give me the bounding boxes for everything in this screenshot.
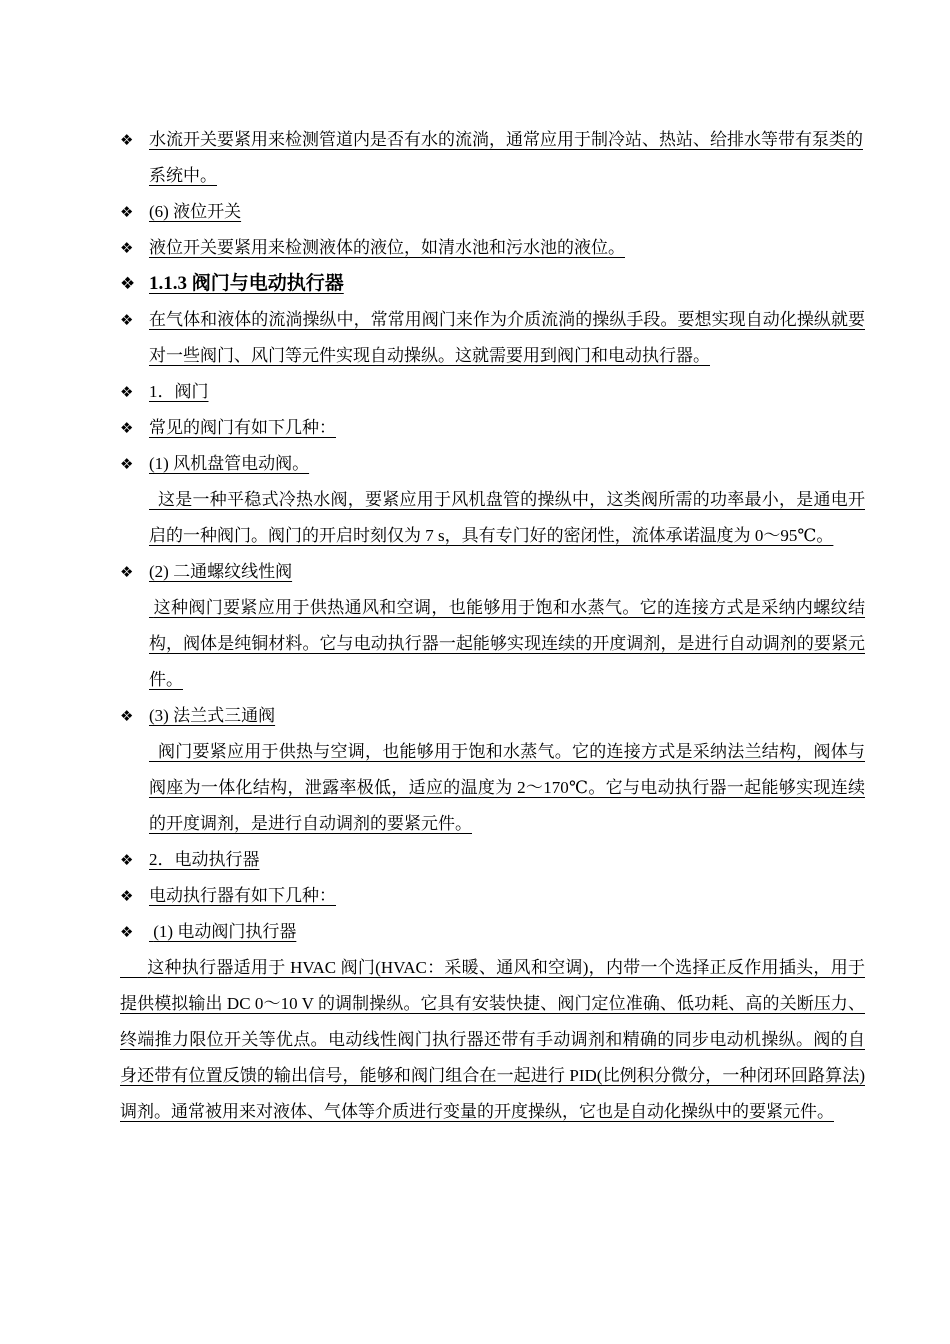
document-body [120,122,865,1130]
heading-text: 1.1.3 阀门与电动执行器 [149,273,344,294]
bullet-text: (6) 液位开关 [149,202,242,221]
diamond-bullet-icon: ❖ [120,274,136,294]
bullet-item [120,914,865,950]
diamond-bullet-icon: ❖ [120,311,134,329]
bullet-item [120,374,865,410]
bullet-text: 常见的阀门有如下几种： [149,418,336,437]
bullet-item [120,554,865,590]
bullet-text: (1) 电动阀门执行器 [149,922,297,941]
bullet-text: 水流开关要紧用来检测管道内是否有水的流淌，通常应用于制冷站、热站、给排水等带有泵类的系统中。 [149,130,863,185]
bullet-item [120,122,865,194]
diamond-bullet-icon: ❖ [120,419,134,437]
bullet-text: 在气体和液体的流淌操纵中，常常用阀门来作为介质流淌的操纵手段。要想实现自动化操纵就要对一些阀门、风门等元件实现自动操纵。这就需要用到阀门和电动执行器。 [149,310,865,365]
diamond-bullet-icon: ❖ [120,923,134,941]
diamond-bullet-icon: ❖ [120,131,134,149]
bullet-text: 1．阀门 [149,382,209,401]
paragraph-text: 阀门要紧应用于供热与空调，也能够用于饱和水蒸气。它的连接方式是采纳法兰结构，阀体与阀座为一体化结构，泄露率极低，适应的温度为 2～170℃。它与电动执行器一起能够实现连续的开度调剂，是进行自动调剂的要紧元件。 [149,742,865,833]
bullet-item [120,302,865,374]
bullet-text: 2．电动执行器 [149,850,260,869]
bullet-text: (1) 风机盘管电动阀。 [149,454,310,473]
bullet-text: (2) 二通螺纹线性阀 [149,562,293,581]
bullet-item [120,878,865,914]
bullet-item [120,698,865,734]
paragraph-text: 这种执行器适用于 HVAC 阀门(HVAC：采暖、通风和空调)，内带一个选择正反作用插头，用于提供模拟输出 DC 0～10 V 的调制操纵。它具有安装快捷、阀门定位准确、低功耗、高的关断压力、终端推力限位开关等优点。电动线性阀门执行器还带有手动调剂和精确的同步电动机操纵。阀的自身还带有位置反馈的输出信号，能够和阀门组合在一起进行 PID(比例积分微分，一种闭环回路算法)调剂。通常被用来对液体、气体等介质进行变量的开度操纵，它也是自动化操纵中的要紧元件。 [120,958,865,1121]
diamond-bullet-icon: ❖ [120,851,134,869]
paragraph-text: 这是一种平稳式冷热水阀，要紧应用于风机盘管的操纵中，这类阀所需的功率最小，是通电开启的一种阀门。阀门的开启时刻仅为 7 s，具有专门好的密闭性，流体承诺温度为 0～95℃。 [149,490,865,545]
diamond-bullet-icon: ❖ [120,239,134,257]
diamond-bullet-icon: ❖ [120,887,134,905]
body-paragraph [120,734,865,842]
diamond-bullet-icon: ❖ [120,455,134,473]
body-paragraph [120,482,865,554]
bullet-item [120,446,865,482]
bullet-item [120,410,865,446]
bullet-item [120,194,865,230]
bullet-text: 液位开关要紧用来检测液体的液位，如清水池和污水池的液位。 [149,238,625,257]
section-heading [120,266,865,302]
bullet-item [120,230,865,266]
diamond-bullet-icon: ❖ [120,563,134,581]
paragraph-text: 这种阀门要紧应用于供热通风和空调，也能够用于饱和水蒸气。它的连接方式是采纳内螺纹结构，阀体是纯铜材料。它与电动执行器一起能够实现连续的开度调剂，是进行自动调剂的要紧元件。 [149,598,866,689]
bullet-item [120,842,865,878]
body-paragraph [120,950,865,1130]
bullet-text: (3) 法兰式三通阀 [149,706,276,725]
diamond-bullet-icon: ❖ [120,203,134,221]
bullet-text: 电动执行器有如下几种： [149,886,336,905]
diamond-bullet-icon: ❖ [120,707,134,725]
diamond-bullet-icon: ❖ [120,383,134,401]
body-paragraph [120,590,865,698]
